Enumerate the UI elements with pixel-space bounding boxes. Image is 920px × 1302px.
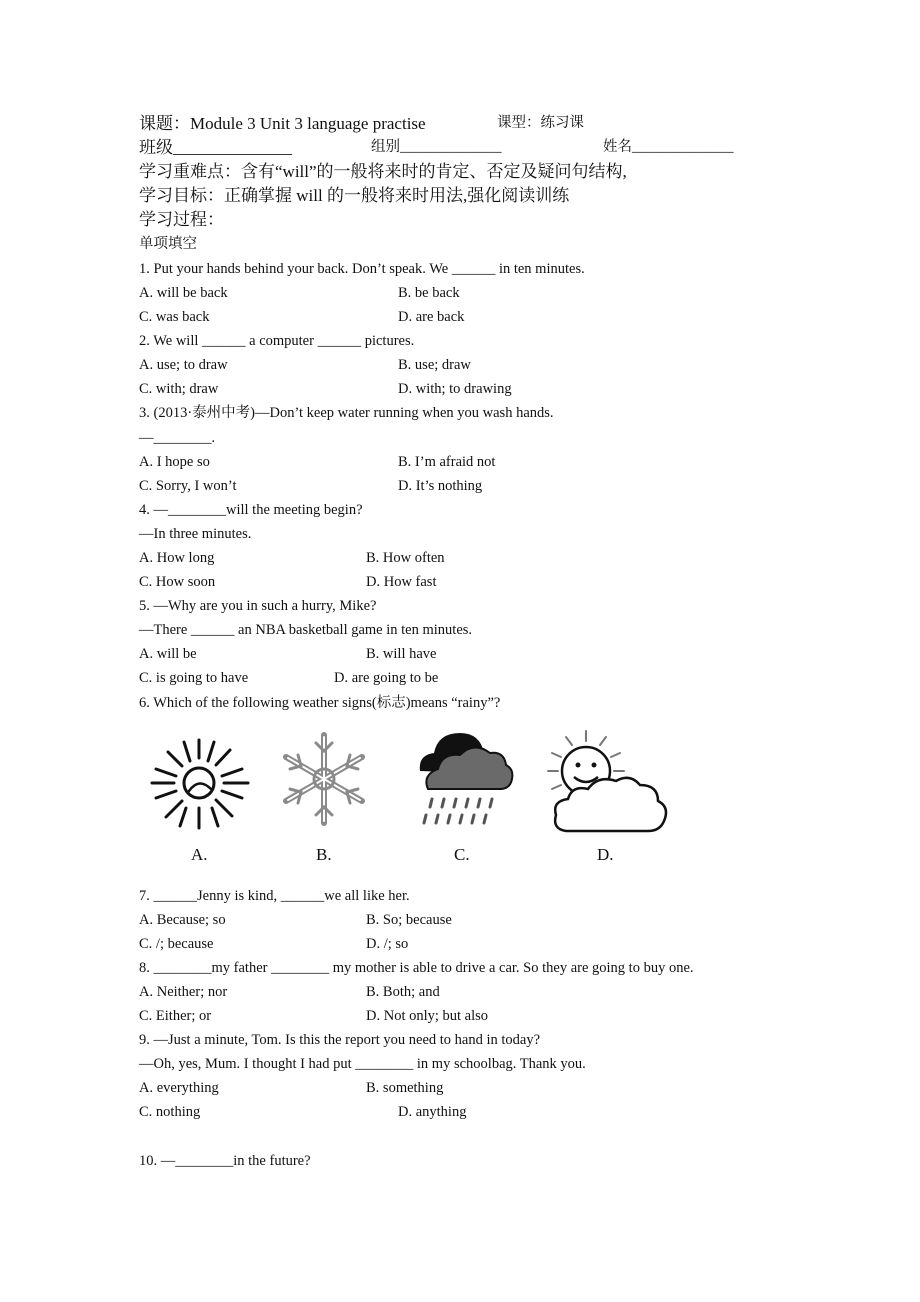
option-a: A. I hope so [139, 454, 210, 470]
question-stem: 1. Put your hands behind your back. Don’t speak. We ______ in ten minutes. [139, 261, 585, 277]
option-b: B. So; because [366, 912, 452, 928]
image-label-d: D. [597, 845, 614, 864]
question-response-line: —In three minutes. [139, 526, 252, 542]
question-stem: 3. (2013·泰州中考)—Don’t keep water running when you wash hands. [139, 405, 554, 421]
option-b: B. be back [398, 285, 460, 301]
key-points: 学习重难点：含有“will”的一般将来时的肯定、否定及疑问句结构, [139, 162, 627, 181]
option-c: C. with; draw [139, 381, 219, 397]
question-stem: 9. —Just a minute, Tom. Is this the report you need to hand in today? [139, 1032, 541, 1048]
option-c: C. Sorry, I won’t [139, 478, 237, 494]
question-stem: 4. —________will the meeting begin? [139, 502, 363, 518]
option-c: C. nothing [139, 1104, 201, 1120]
image-label-c: C. [454, 845, 470, 864]
option-b: B. something [366, 1080, 444, 1096]
option-a: A. Neither; nor [139, 984, 228, 1000]
question-response-line: —________. [139, 430, 216, 446]
rain-cloud-icon [416, 727, 514, 829]
question-stem: 2. We will ______ a computer ______ pictures. [139, 333, 415, 349]
question-stem: 7. ______Jenny is kind, ______we all like her. [139, 888, 410, 904]
sun-icon [146, 734, 252, 832]
option-d: D. Not only; but also [366, 1008, 489, 1024]
learning-process: 学习过程： [139, 210, 224, 229]
option-b: B. will have [366, 646, 437, 662]
option-a: A. everything [139, 1080, 219, 1096]
learning-objective: 学习目标：正确掌握 will 的一般将来时用法,强化阅读训练 [139, 186, 570, 205]
option-b: B. How often [366, 550, 445, 566]
group-field-label: 组别______________ [371, 139, 502, 155]
option-d: D. are back [398, 309, 465, 325]
option-d: D. are going to be [334, 670, 439, 686]
image-label-b: B. [316, 845, 332, 864]
option-a: A. will be back [139, 285, 228, 301]
question-response-line: —Oh, yes, Mum. I thought I had put ________ in my schoolbag. Thank you. [139, 1056, 586, 1072]
class-field-label: 班级______________ [139, 138, 292, 157]
option-c: C. is going to have [139, 670, 249, 686]
option-d: D. /; so [366, 936, 409, 952]
question-stem: 10. —________in the future? [139, 1153, 311, 1169]
option-a: A. How long [139, 550, 215, 566]
option-a: A. use; to draw [139, 357, 228, 373]
option-c: C. was back [139, 309, 210, 325]
image-label-a: A. [191, 845, 208, 864]
option-c: C. How soon [139, 574, 216, 590]
snowflake-icon [276, 729, 372, 829]
question-response-line: —There ______ an NBA basketball game in ten minutes. [139, 622, 473, 638]
option-c: C. Either; or [139, 1008, 212, 1024]
option-b: B. use; draw [398, 357, 471, 373]
option-a: A. Because; so [139, 912, 226, 928]
option-d: D. anything [398, 1104, 467, 1120]
sun-behind-cloud-icon [544, 727, 676, 839]
question-stem: 5. —Why are you in such a hurry, Mike? [139, 598, 377, 614]
option-a: A. will be [139, 646, 197, 662]
name-field-label: 姓名______________ [603, 139, 734, 155]
option-d: D. It’s nothing [398, 478, 483, 494]
lesson-title: 课题：Module 3 Unit 3 language practise [139, 114, 426, 133]
option-d: D. with; to drawing [398, 381, 512, 397]
lesson-type: 课型：练习课 [497, 115, 584, 131]
section-title: 单项填空 [139, 236, 197, 252]
question-stem: 6. Which of the following weather signs(标志)means “rainy”? [139, 695, 501, 711]
question-stem: 8. ________my father ________ my mother is able to drive a car. So they are going to buy one. [139, 960, 694, 976]
option-b: B. Both; and [366, 984, 440, 1000]
option-c: C. /; because [139, 936, 214, 952]
option-d: D. How fast [366, 574, 437, 590]
option-b: B. I’m afraid not [398, 454, 496, 470]
